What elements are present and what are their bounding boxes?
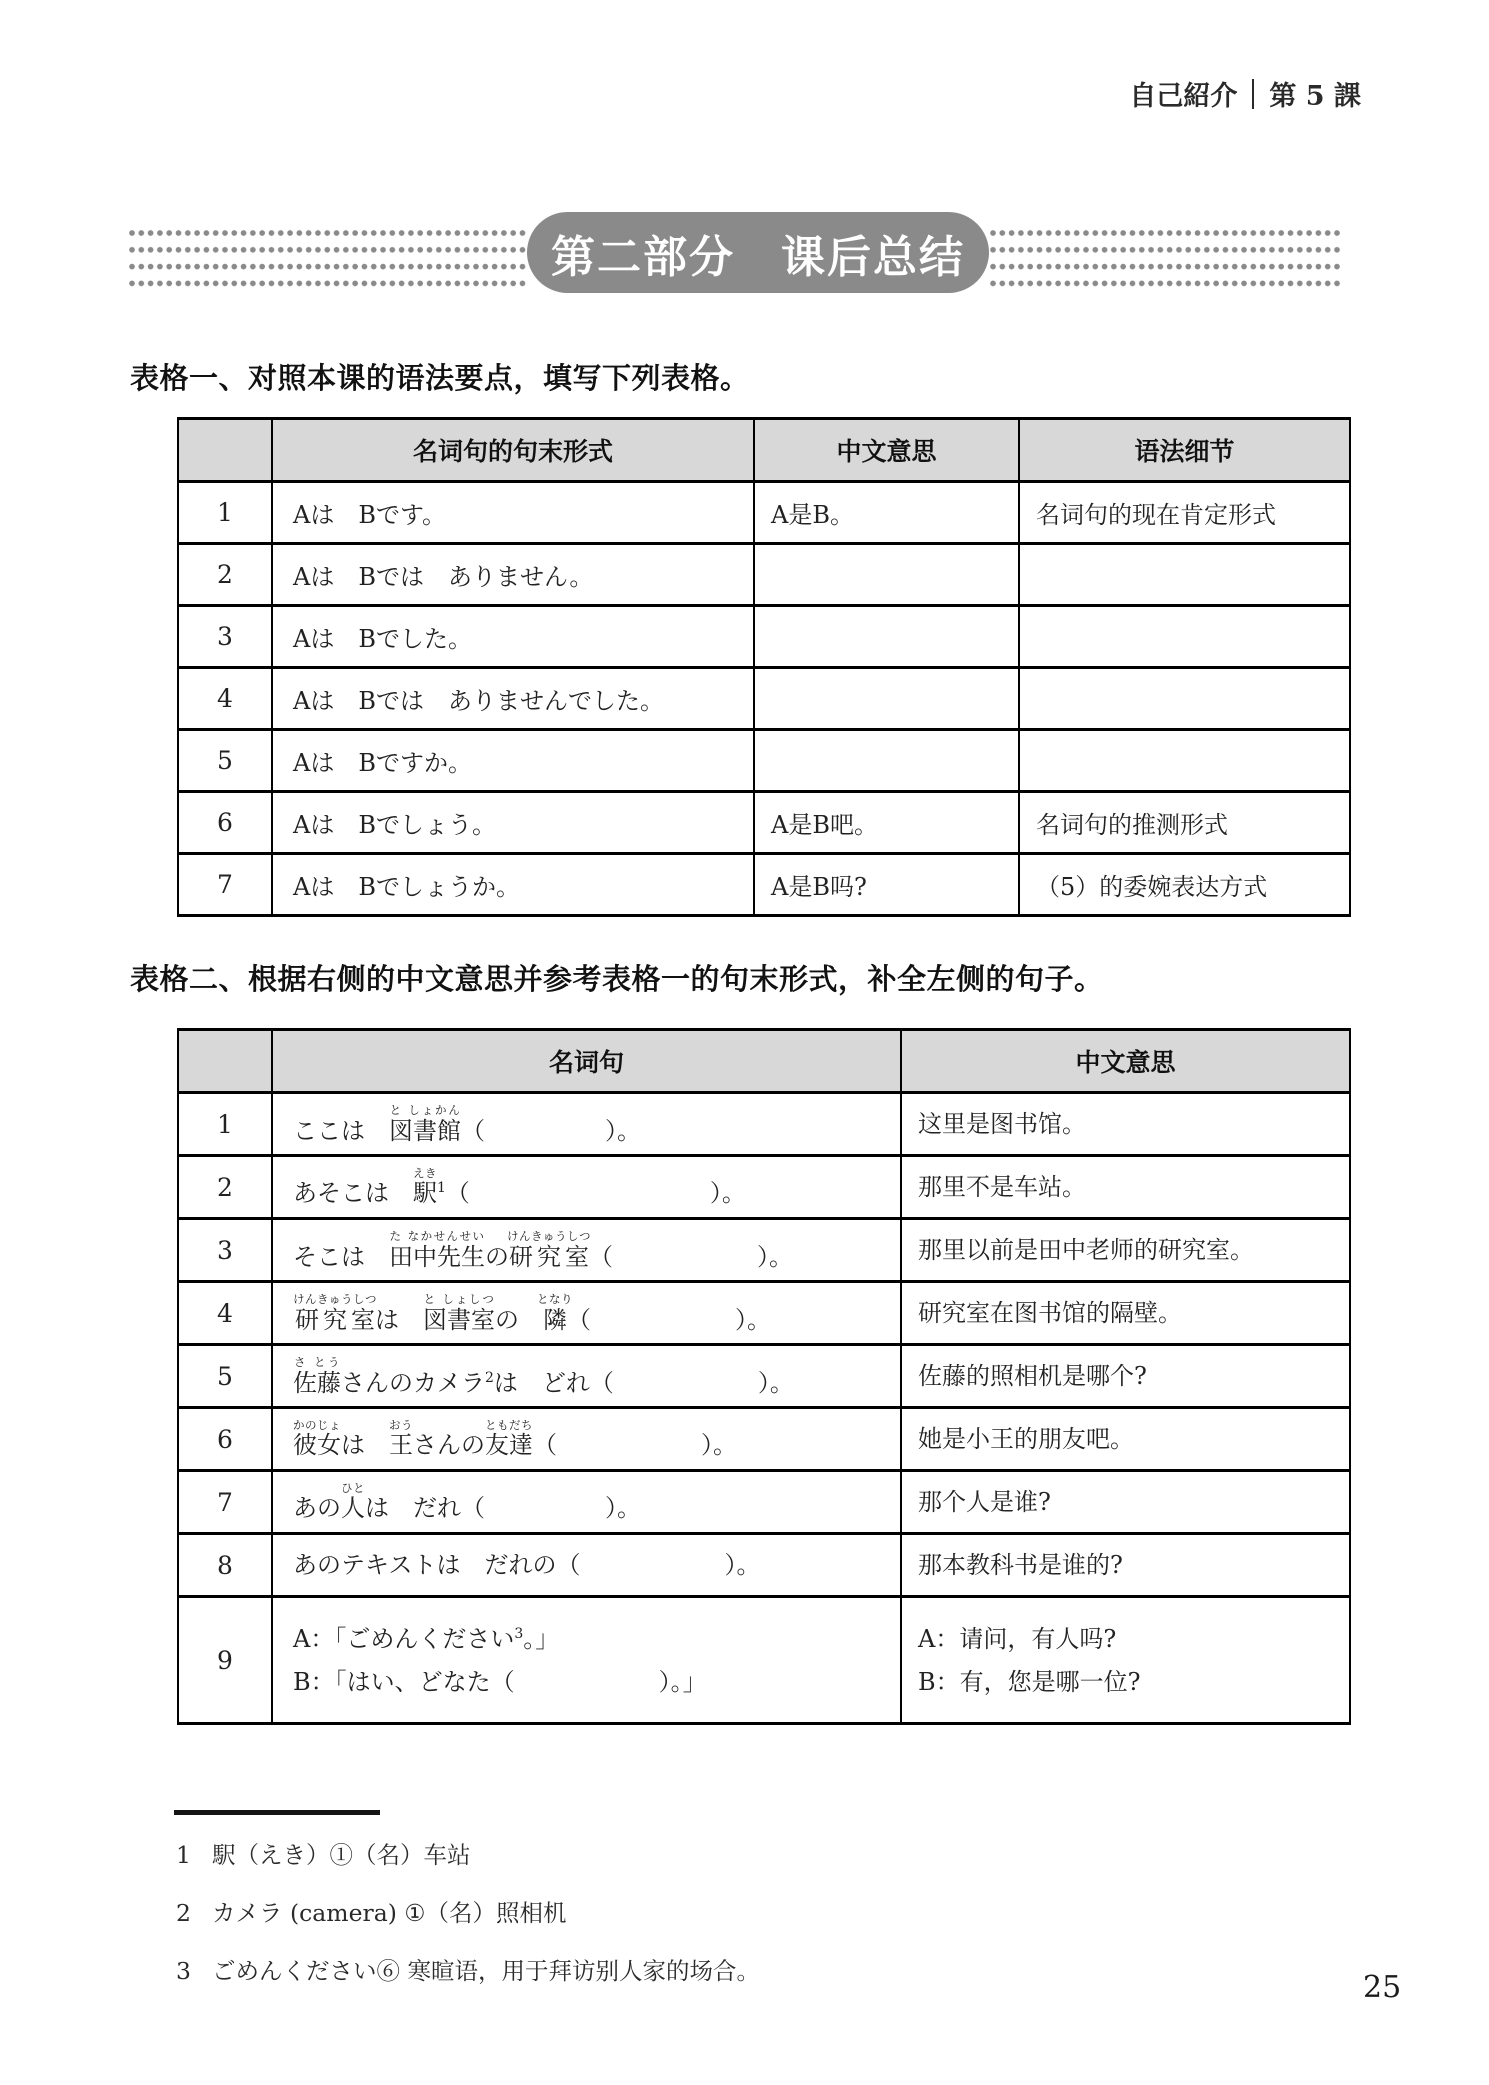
sentence-ending-form-cell: Aは Bでは ありませんでした。: [272, 668, 754, 730]
running-head-divider: [1252, 79, 1254, 109]
footnote-divider: [174, 1810, 380, 1815]
chinese-meaning-cell: [901, 1093, 1350, 1156]
footnote-reference: 1: [437, 1180, 446, 1196]
noun-phrase-cell: [272, 1471, 901, 1534]
table-header-cell: 中文意思: [754, 419, 1019, 482]
text-run: は: [341, 1431, 389, 1459]
row-number-cell: 3: [178, 606, 272, 668]
chinese-meaning-line: 佐藤的照相机是哪个?: [918, 1362, 1147, 1390]
sentence-ending-form-cell: Aは Bですか。: [272, 730, 754, 792]
grammar-detail-cell: （5）的委婉表达方式: [1019, 854, 1350, 916]
row-number-cell: 9: [178, 1597, 272, 1724]
text-run: （ ）。: [567, 1305, 771, 1334]
chinese-meaning-cell: [901, 1282, 1350, 1345]
chinese-meaning-cell: [901, 1408, 1350, 1471]
noun-phrase-cell: [272, 1534, 901, 1597]
table-row: [178, 730, 1350, 792]
table-row: [178, 1156, 1350, 1219]
footnote-number: 3: [176, 1957, 191, 1985]
text-run: B：「はい、どなた（ ）。」: [293, 1667, 707, 1696]
sentence-ending-form-cell: Aは Bです。: [272, 482, 754, 544]
noun-phrase-cell: [272, 1597, 901, 1724]
sentence-ending-form-cell: Aは Bでしょう。: [272, 792, 754, 854]
text-run: あそこは: [293, 1179, 413, 1207]
chinese-meaning-cell: [901, 1471, 1350, 1534]
text-run: （ ）。: [533, 1431, 737, 1459]
table-header-cell: 中文意思: [901, 1030, 1350, 1093]
chinese-meaning-cell: A是B吧。: [754, 792, 1019, 854]
row-number-cell: 7: [178, 854, 272, 916]
chinese-meaning-cell: [754, 730, 1019, 792]
table-header-cell: [178, 1030, 272, 1093]
table-header-cell: 名词句的句末形式: [272, 419, 754, 482]
row-number-cell: 6: [178, 1408, 272, 1471]
footnote-item: [176, 1836, 760, 1870]
text-run: は だれ（ ）。: [365, 1494, 641, 1522]
footnote-text: カメラ (camera) ①（名）照相机: [212, 1899, 567, 1927]
table-row: [178, 1534, 1350, 1597]
table-row: [178, 1219, 1350, 1282]
table-row: [178, 792, 1350, 854]
noun-phrase-cell: [272, 1282, 901, 1345]
row-number-cell: 1: [178, 1093, 272, 1156]
row-number-cell: 3: [178, 1219, 272, 1282]
footnote-item: [176, 1952, 760, 1986]
grammar-detail-cell: [1019, 606, 1350, 668]
dotted-line-decoration-left: [128, 227, 526, 291]
sentence-ending-form-cell: Aは Bでしょうか。: [272, 854, 754, 916]
footnote-text: 駅（えき）①（名）车站: [212, 1841, 471, 1869]
table2-instruction: 表格二、根据右侧的中文意思并参考表格一的句末形式，补全左侧的句子。: [130, 962, 1104, 996]
text-run: さんのカメラ: [341, 1368, 485, 1397]
grammar-detail-cell: 名词句的现在肯定形式: [1019, 482, 1350, 544]
grammar-detail-cell: [1019, 544, 1350, 606]
chinese-meaning-cell: [754, 606, 1019, 668]
chinese-meaning-line: 那本教科书是谁的?: [918, 1551, 1123, 1579]
chinese-meaning-line: B：有，您是哪一位?: [918, 1667, 1141, 1696]
table1-instruction: 表格一、对照本课的语法要点，填写下列表格。: [130, 361, 750, 395]
row-number-cell: 4: [178, 668, 272, 730]
text-run: の: [495, 1305, 543, 1334]
grammar-detail-cell: 名词句的推测形式: [1019, 792, 1350, 854]
chinese-meaning-cell: [754, 544, 1019, 606]
table-header-cell: 语法细节: [1019, 419, 1350, 482]
japanese-sentence-line: [293, 1418, 894, 1460]
chinese-meaning-cell: [901, 1534, 1350, 1597]
japanese-sentence-line: [293, 1229, 894, 1272]
chinese-meaning-cell: [754, 668, 1019, 730]
ruby-word: 人ひと: [341, 1481, 365, 1522]
noun-phrase-cell: [272, 1093, 901, 1156]
text-run: （ ）。: [461, 1116, 641, 1145]
ruby-word: 隣となり: [537, 1291, 573, 1334]
chinese-meaning-line: 那里不是车站。: [918, 1173, 1086, 1201]
running-head: [1129, 74, 1361, 113]
japanese-sentence-line: [293, 1355, 894, 1398]
ruby-word: 佐藤さ とう: [293, 1354, 341, 1397]
footnote-text: ごめんください⑥ 寒暄语，用于拜访别人家的场合。: [212, 1957, 760, 1985]
running-head-lesson-topic: 自己紹介: [1129, 81, 1238, 112]
text-run: 。」: [523, 1624, 560, 1653]
footnote-number: 1: [176, 1841, 191, 1869]
chinese-meaning-line: 那个人是谁?: [918, 1488, 1051, 1516]
chinese-meaning-line: 她是小王的朋友吧。: [918, 1425, 1134, 1453]
ruby-word: 彼女かのじょ: [293, 1418, 341, 1459]
table-row: [178, 668, 1350, 730]
running-head-lesson-number: 第 5 課: [1269, 81, 1361, 112]
sentence-ending-form-cell: Aは Bでは ありません。: [272, 544, 754, 606]
grammar-table-header-row: [178, 419, 1350, 482]
row-number-cell: 5: [178, 730, 272, 792]
row-number-cell: 7: [178, 1471, 272, 1534]
table-row: [178, 1597, 1350, 1724]
row-number-cell: 5: [178, 1345, 272, 1408]
table-row: [178, 482, 1350, 544]
text-run: は どれ（ ）。: [493, 1368, 794, 1397]
text-run: （ ）。: [589, 1242, 793, 1271]
exercise-table-header-row: [178, 1030, 1350, 1093]
table-row: [178, 1282, 1350, 1345]
footnotes: [176, 1836, 760, 2010]
section-banner-label: 第二部分 课后总结: [551, 231, 965, 283]
table-header-cell: [178, 419, 272, 482]
noun-phrase-cell: [272, 1345, 901, 1408]
japanese-sentence-line: [293, 1103, 894, 1146]
row-number-cell: 2: [178, 1156, 272, 1219]
ruby-word: 友達ともだち: [485, 1418, 533, 1459]
ruby-word: 王おう: [389, 1418, 413, 1459]
table-row: [178, 1471, 1350, 1534]
text-run: あの: [293, 1494, 341, 1522]
text-run: あのテキストは だれの（ ）。: [293, 1551, 761, 1579]
chinese-meaning-cell: [901, 1156, 1350, 1219]
chinese-meaning-line: 研究室在图书馆的隔壁。: [918, 1299, 1182, 1327]
sentence-ending-form-cell: Aは Bでした。: [272, 606, 754, 668]
chinese-meaning-cell: [901, 1219, 1350, 1282]
footnote-reference: 2: [485, 1369, 494, 1386]
ruby-word: 研究室けんきゅうしつ: [507, 1228, 591, 1271]
row-number-cell: 1: [178, 482, 272, 544]
table-header-cell: 名词句: [272, 1030, 901, 1093]
japanese-sentence-line: [293, 1166, 894, 1208]
table-row: [178, 854, 1350, 916]
japanese-sentence-line: [293, 1667, 894, 1697]
chinese-meaning-line: A：请问，有人吗?: [918, 1624, 1117, 1653]
grammar-forms-table: [177, 417, 1351, 917]
row-number-cell: 6: [178, 792, 272, 854]
text-run: ここは: [293, 1116, 389, 1145]
row-number-cell: 4: [178, 1282, 272, 1345]
ruby-word: 研究室けんきゅうしつ: [293, 1291, 377, 1334]
text-run: は: [375, 1305, 423, 1334]
dotted-line-decoration-right: [989, 227, 1341, 291]
row-number-cell: 8: [178, 1534, 272, 1597]
row-number-cell: 2: [178, 544, 272, 606]
footnote-reference: 3: [514, 1625, 524, 1642]
noun-phrase-cell: [272, 1156, 901, 1219]
text-run: の: [485, 1242, 509, 1271]
japanese-sentence-line: [293, 1550, 894, 1580]
section-banner: [527, 212, 989, 293]
japanese-sentence-line: [293, 1624, 894, 1654]
text-run: A：「ごめんください: [293, 1624, 515, 1653]
ruby-word: 図書室と しょしつ: [423, 1291, 495, 1334]
text-run: （ ）。: [445, 1179, 746, 1207]
chinese-meaning-cell: A是B。: [754, 482, 1019, 544]
ruby-word: 駅えき: [413, 1166, 437, 1207]
chinese-meaning-cell: A是B吗?: [754, 854, 1019, 916]
chinese-meaning-cell: [901, 1597, 1350, 1724]
ruby-word: 図書館と しょかん: [389, 1102, 461, 1145]
table-row: [178, 1345, 1350, 1408]
table-row: [178, 606, 1350, 668]
text-run: さんの: [413, 1431, 485, 1459]
ruby-word: 田中先生た なかせんせい: [389, 1228, 485, 1271]
japanese-sentence-line: [293, 1481, 894, 1523]
footnote-item: [176, 1894, 760, 1928]
chinese-meaning-cell: [901, 1345, 1350, 1408]
grammar-detail-cell: [1019, 668, 1350, 730]
grammar-detail-cell: [1019, 730, 1350, 792]
page-number: 25: [1363, 1970, 1402, 2005]
noun-phrase-cell: [272, 1408, 901, 1471]
table-row: [178, 1093, 1350, 1156]
table-row: [178, 544, 1350, 606]
chinese-meaning-line: 那里以前是田中老师的研究室。: [918, 1236, 1254, 1264]
noun-phrase-cell: [272, 1219, 901, 1282]
table-row: [178, 1408, 1350, 1471]
sentence-completion-table: [177, 1028, 1351, 1725]
japanese-sentence-line: [293, 1292, 894, 1335]
chinese-meaning-line: 这里是图书馆。: [918, 1110, 1086, 1138]
text-run: そこは: [293, 1242, 389, 1271]
footnote-number: 2: [176, 1899, 191, 1927]
